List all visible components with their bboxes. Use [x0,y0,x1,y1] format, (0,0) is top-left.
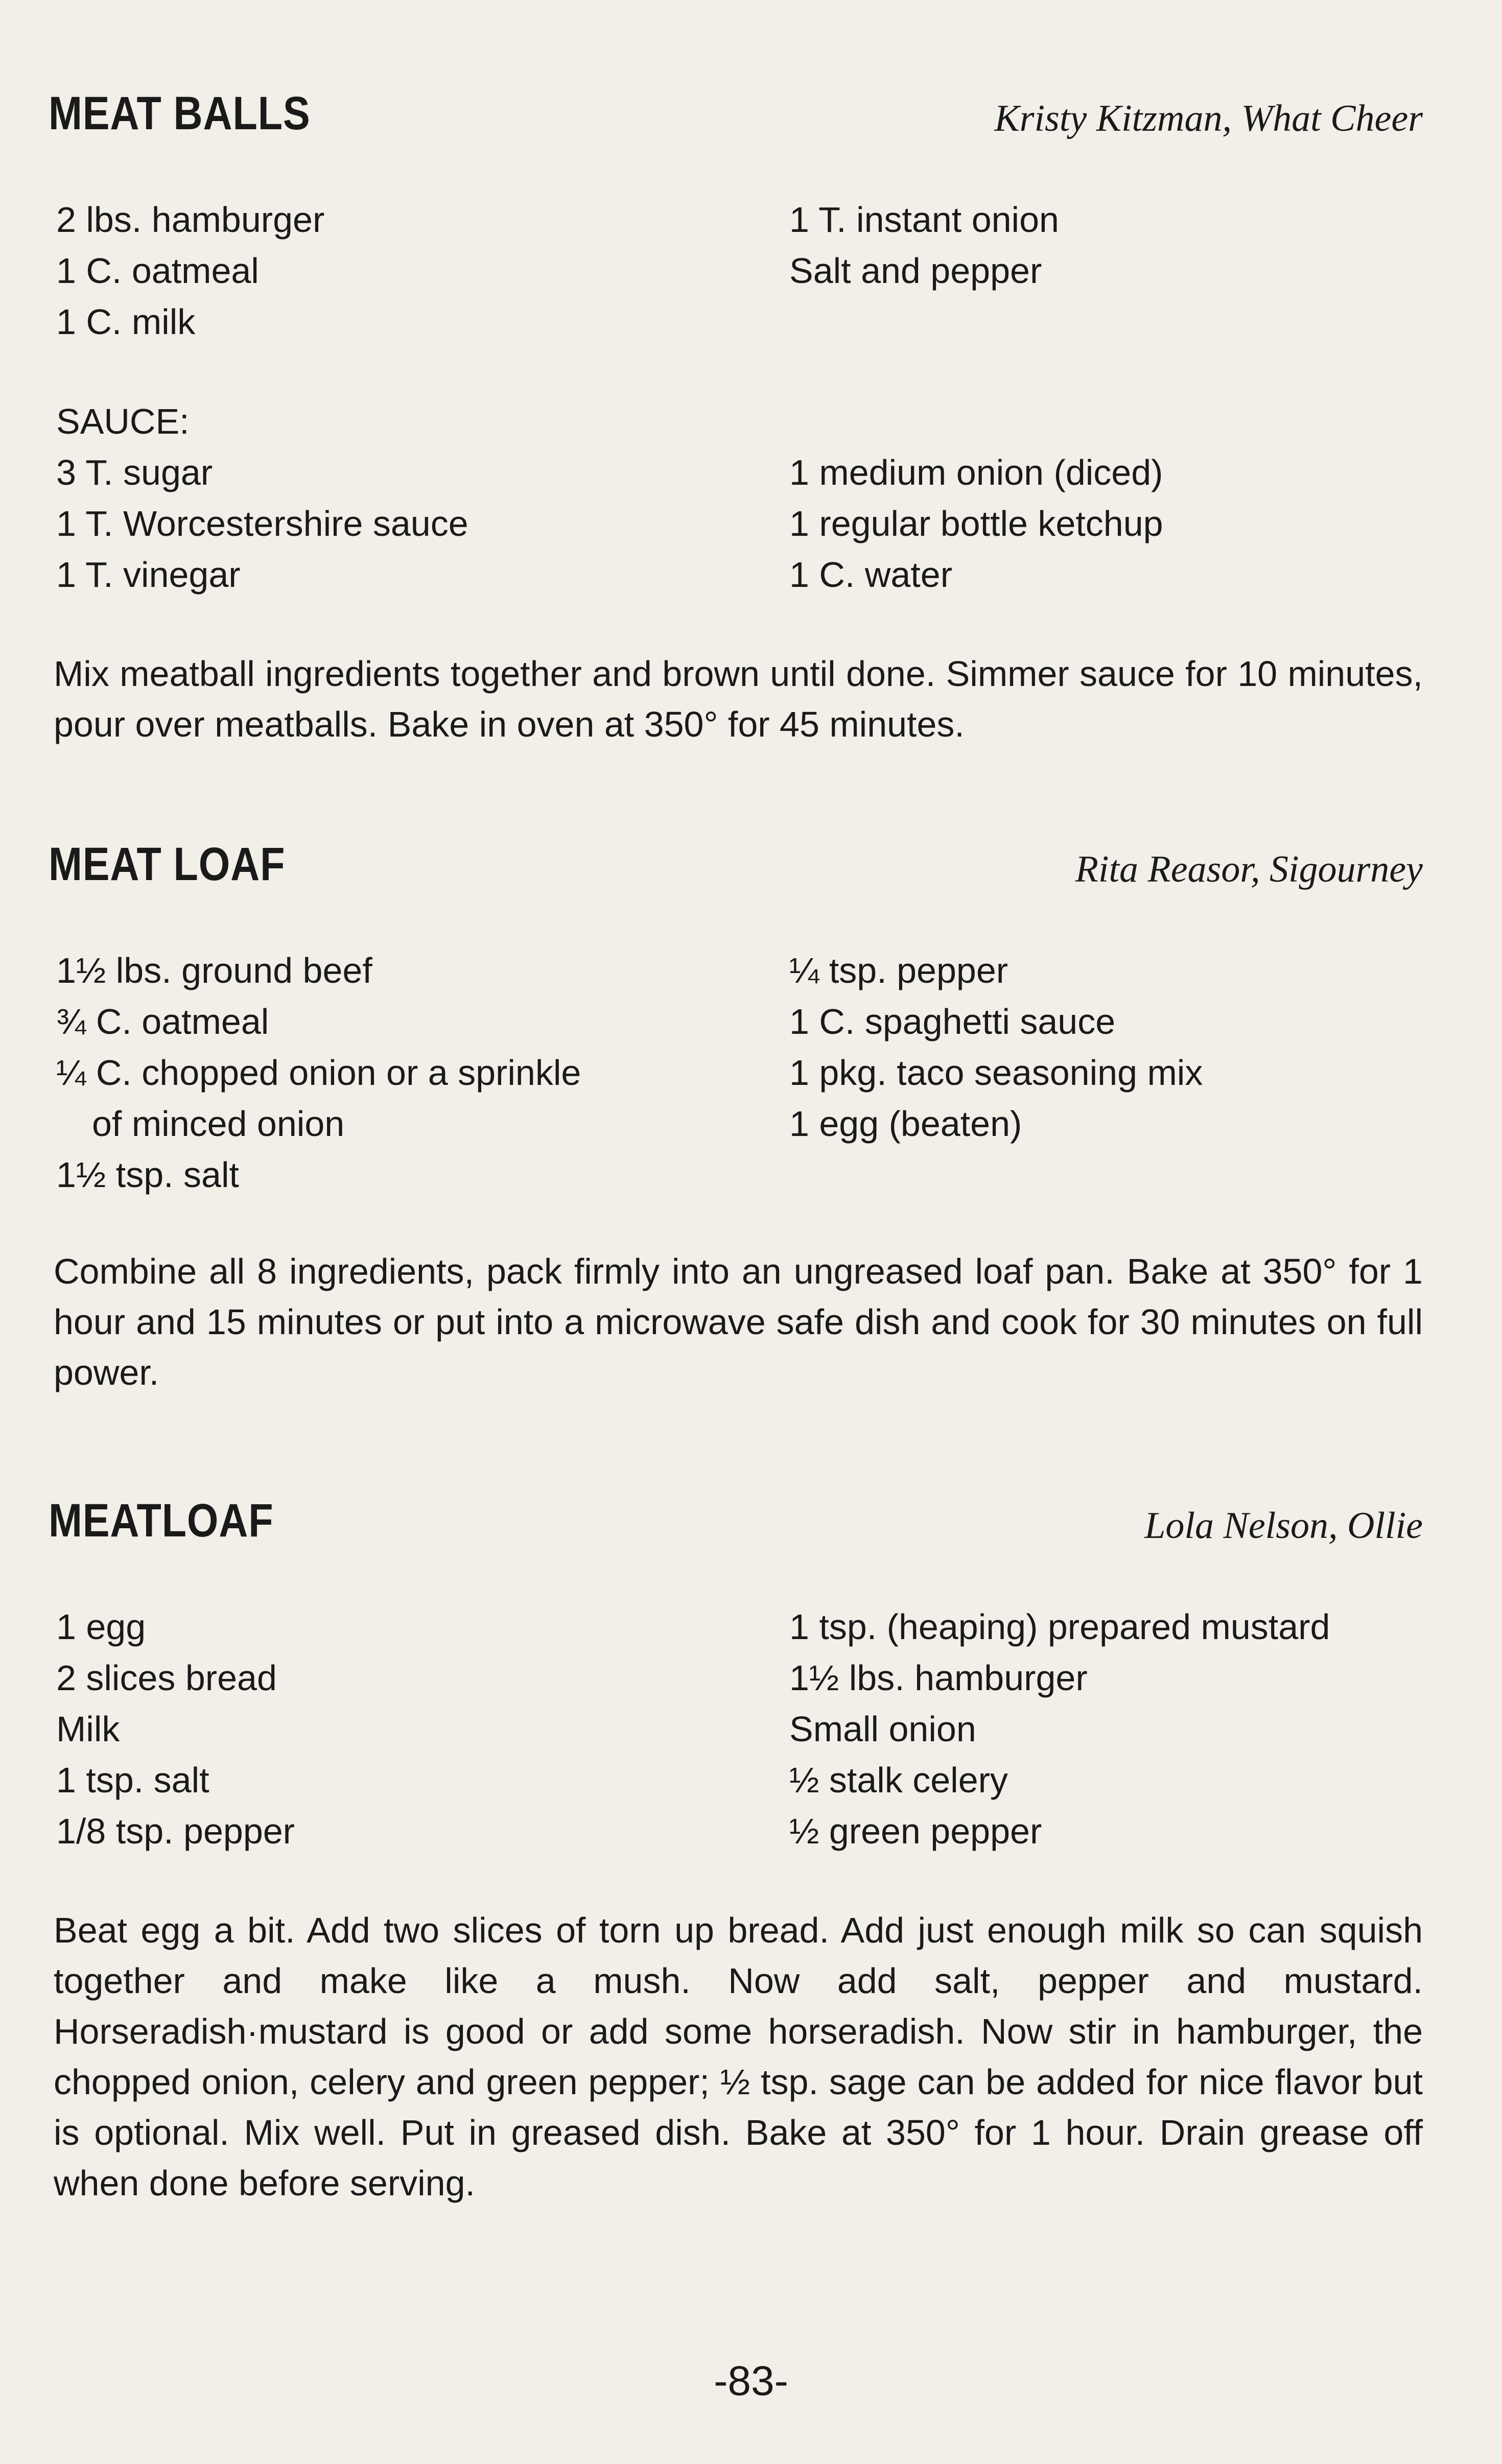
recipe-instructions: Mix meatball ingredients together and brown until done. Simmer sauce for 10 minutes, pour over meatballs. Bake in oven at 350° for 45 minutes. [54,654,1423,744]
ingredient: 3 T. sugar [56,453,213,492]
ingredient: 2 lbs. hamburger [56,200,325,240]
ingredients-right [789,945,1203,1149]
ingredient: 1 C. milk [56,302,196,342]
ingredient: 1½ lbs. ground beef [56,951,372,990]
recipe-author: Kristy Kitzman, What Cheer [994,98,1423,139]
recipe-meatloaf [49,1494,1423,2235]
ingredient: ½ stalk celery [789,1760,1008,1800]
recipe-author: Lola Nelson, Ollie [1144,1505,1423,1547]
page-number: -83- [714,2358,788,2404]
sauce-ingredients-left [56,447,468,600]
ingredient: 1 egg [56,1607,146,1647]
ingredient: 2 slices bread [56,1658,277,1698]
ingredient: 1 C. spaghetti sauce [789,1002,1116,1041]
sauce-ingredients-right [789,447,1163,600]
ingredient: ¼ C. chopped onion or a sprinkle [56,1053,581,1093]
recipe-title: MEAT LOAF [49,838,286,890]
ingredient: 1 C. water [789,555,952,595]
recipe-author: Rita Reasor, Sigourney [1075,848,1423,890]
ingredient: 1/8 tsp. pepper [56,1811,295,1851]
recipe-meat-loaf [49,838,1423,1451]
recipe-title: MEATLOAF [49,1495,274,1547]
ingredient: 1 tsp. salt [56,1760,209,1800]
ingredient: 1 C. oatmeal [56,251,259,291]
ingredient: 1 T. vinegar [56,555,241,595]
ingredient: 1 tsp. (heaping) prepared mustard [789,1607,1330,1647]
ingredients-left [56,194,324,347]
ingredient: ½ green pepper [789,1811,1042,1851]
recipe-instructions: Beat egg a bit. Add two slices of torn up bread. Add just enough milk so can squish together and make like a mush. Now add salt, pepper and mustard. Horseradish·mustard is good or add some horseradish. Now stir in hamburger, the chopped onion, celery and green pepper; ½ tsp. sage can be added for nice flavor but is optional. Mix well. Put in greased dish. Bake at 350° for 1 hour. Drain grease off when done before serving. [54,1910,1423,2203]
ingredient: 1½ lbs. hamburger [789,1658,1088,1698]
ingredient: ¼ tsp. pepper [789,951,1008,990]
recipe-title: MEAT BALLS [49,87,311,139]
ingredient: Milk [56,1709,120,1749]
ingredients-right [789,1601,1330,1857]
ingredient: of minced onion [92,1104,345,1144]
ingredient: Small onion [789,1709,976,1749]
ingredients-left [56,945,581,1200]
ingredient: 1 pkg. taco seasoning mix [789,1053,1203,1093]
ingredient: 1 medium onion (diced) [789,453,1163,492]
ingredient: 1 T. Worcestershire sauce [56,504,468,543]
recipe-meat-balls [49,87,1423,751]
ingredient: 1 T. instant onion [789,200,1059,240]
ingredients-left [56,1601,295,1857]
ingredient: 1 egg (beaten) [789,1104,1022,1144]
ingredient: 1½ tsp. salt [56,1155,239,1195]
recipe-instructions: Combine all 8 ingredients, pack firmly into an ungreased loaf pan. Bake at 350° for 1 hour and 15 minutes or put into a microwave safe dish and cook for 30 minutes on full power. [54,1251,1423,1392]
ingredient: ¾ C. oatmeal [56,1002,269,1041]
ingredients-right [789,194,1059,296]
sauce-label: SAUCE: [56,401,190,441]
ingredient: 1 regular bottle ketchup [789,504,1163,543]
ingredient: Salt and pepper [789,251,1042,291]
